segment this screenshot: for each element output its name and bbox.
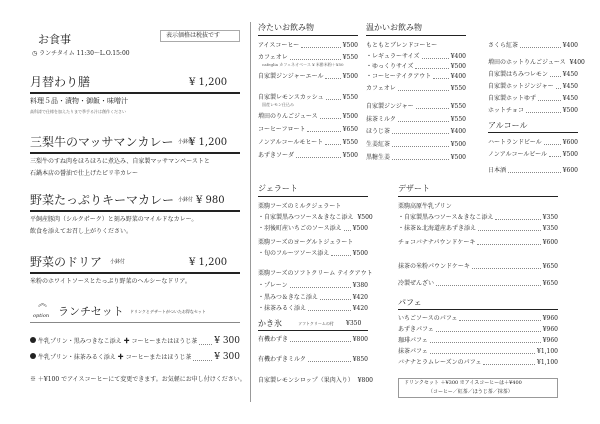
bullet-icon — [30, 337, 36, 343]
bullet-icon — [30, 353, 36, 359]
divider — [258, 330, 368, 331]
divider — [258, 35, 358, 36]
dish-desc: 三梨牛のすね肉をほろほろに煮込み、自家製マッサマンペーストと — [30, 158, 210, 165]
kakigori-note: ソフトクリームの付 — [298, 321, 334, 326]
dish-name: 三梨牛のマッサマンカレー — [30, 135, 174, 149]
clock-icon: ◷ — [32, 50, 40, 57]
dish-desc: 石鍋本店の醤油で仕上げたピリ辛カレー — [30, 170, 139, 177]
tax-note: 表示価格は税抜です — [166, 32, 221, 39]
list-item: 自家製ホットジンジャー ¥450 — [488, 83, 578, 90]
list-item: ・自家製黒みつソース＆きなこ添え ¥350 — [398, 214, 558, 221]
divider — [30, 92, 240, 94]
list-item: ・ゆっくりサイズ ¥500 — [366, 63, 466, 70]
list-item: チョコバナナパウンドケーキ ¥600 — [398, 239, 558, 246]
list-item: ハートランドビール ¥600 — [488, 139, 578, 146]
lunch-set-title: ランチセット — [58, 305, 124, 318]
item-note: 国産レモン仕込み — [262, 102, 294, 107]
lunch-time: ◷ ランチタイム 11:30～L.O.15:00 — [32, 50, 130, 57]
list-item: ・黒みつ＆きなこ添え ¥420 — [258, 294, 368, 301]
divider — [30, 272, 240, 274]
list-item: 自家製ジンジャー ¥550 — [366, 103, 466, 110]
list-item: 自家製ホットゆず ¥450 — [488, 95, 578, 102]
list-item: 増田のりんごジュース ¥500 — [258, 113, 358, 120]
list-item: もともとブレンドコーヒー — [366, 42, 438, 49]
list-item: ・コーヒーテイクアウト ¥400 — [366, 73, 466, 80]
list-item: あずきパフェ ¥960 — [398, 326, 558, 333]
list-item: ノンアルコールモヒート ¥550 — [258, 139, 358, 146]
list-item: バナナとラムレーズンのパフェ ¥1,100 — [398, 359, 558, 366]
dish-name: 月替わり膳 — [30, 75, 91, 89]
list-item: 黒糖生姜 ¥500 — [366, 154, 466, 161]
list-item: アイスコーヒー ¥500 — [258, 42, 358, 49]
dish-name: 野菜のドリア — [30, 255, 103, 269]
divider — [250, 22, 251, 402]
drink-set-text: （コーヒー／紅茶／ほうじ茶／抹茶） — [428, 389, 513, 395]
list-item: ・羽後町産いちごのソース添え ¥500 — [258, 225, 368, 232]
list-item: 有機わずき ¥800 — [258, 336, 368, 343]
list-item: コーヒーフロート ¥650 — [258, 126, 358, 133]
divider — [258, 196, 368, 197]
dish-desc: 飲食を添えてお召し上がりください。 — [30, 228, 133, 235]
dish-tag: 小鉢付 — [178, 197, 194, 203]
list-item: 栗駒フーズのミルクジェラート — [258, 203, 342, 210]
list-item: さくら紅茶 ¥400 — [488, 42, 578, 49]
divider — [398, 309, 558, 310]
list-item: ・旬のフルーツソース添え ¥500 — [258, 250, 368, 257]
list-item: ・自家製黒みつソース＆きなこ添え ¥500 — [258, 214, 373, 221]
dish-tag: 小鉢付 — [178, 139, 194, 145]
divider — [30, 152, 240, 154]
list-item: ノンアルコールビール ¥500 — [488, 151, 578, 158]
list-item: ・抹茶＆北海道産あずき添え ¥350 — [398, 225, 558, 232]
dish-desc: 高科漆で仕様を加えたりまで季手る汁は創作ください — [30, 109, 126, 114]
list-item: 冷製ぜんざい ¥650 — [398, 280, 558, 287]
item-note: cafeglia カフェネオベース ¥ 米酢米粉＋¥50 — [262, 62, 344, 67]
list-item: ・プレーン ¥380 — [258, 282, 368, 289]
list-item: 自家製ジンジャーエール ¥500 — [258, 73, 358, 80]
option-label: option — [33, 313, 50, 319]
list-item: 栗駒フーズのソフトクリーム テイクアウト — [258, 270, 373, 277]
list-item: 生姜紅茶 ¥500 — [366, 141, 466, 148]
dish-name: 野菜たっぷりキーマカレー — [30, 193, 175, 207]
dish-desc: 米粉のホワイトソースとたっぷり野菜のヘルシーなドリア。 — [30, 278, 191, 285]
dish-price: ¥ 1,200 — [189, 257, 228, 268]
divider — [30, 210, 240, 212]
list-item: 自家製レモンシロップ（果肉入り） ¥800 — [258, 377, 374, 384]
section-title: 温かいお飲み物 — [366, 23, 422, 32]
dish-desc: 料理５品・漬物・御飯・味噌汁 — [30, 97, 128, 105]
list-item: カフェオレ ¥550 — [258, 54, 358, 61]
divider — [30, 322, 240, 323]
lunch-set-note: ドリンクとデザートがついたお得なセット — [130, 309, 206, 314]
list-item: 抹茶の米粉パウンドケーキ ¥650 — [398, 263, 558, 270]
list-item: あずきソーダ ¥500 — [258, 152, 358, 159]
list-item: ほうじ茶 ¥400 — [366, 128, 466, 135]
page-title: お食事 — [38, 33, 71, 46]
list-item: 自家製はちみつレモン ¥450 — [488, 71, 578, 78]
list-item: 牛乳プリン・黒みつきなこ添え ✚ コーヒーまたはほうじ茶 ¥ 300 — [30, 337, 240, 346]
wave-icon: ︽ — [38, 299, 48, 309]
list-item: ・抹茶みるく添え ¥420 — [258, 305, 368, 312]
section-title: パフェ — [398, 298, 422, 307]
list-item: 抹茶ミルク ¥550 — [366, 116, 466, 123]
list-item: ホットチョコ ¥500 — [488, 107, 578, 114]
divider — [488, 132, 578, 133]
list-item: ・レギュラーサイズ ¥400 — [366, 53, 466, 60]
list-item: 栗駒フーズのヨーグルトジェラート — [258, 239, 354, 246]
dish-price: ¥ 1,200 — [189, 77, 228, 88]
section-title: アルコール — [488, 121, 528, 130]
list-item: 増田のホットりんごジュース ¥400 — [488, 59, 585, 66]
divider — [366, 35, 466, 36]
dish-tag: 小鉢付 — [110, 259, 126, 265]
list-item: 珈琲パフェ ¥960 — [398, 337, 558, 344]
section-title: デザート — [398, 184, 430, 193]
kakigori-note-price: ¥350 — [346, 320, 362, 327]
divider — [398, 196, 558, 197]
list-item: 日本酒 ¥600 — [488, 167, 578, 174]
list-item: 自家製レモンスカッシュ ¥550 — [258, 94, 358, 101]
section-title: かき氷 — [258, 319, 282, 328]
dish-price: ¥ 980 — [196, 195, 225, 206]
section-title: 冷たいお飲み物 — [258, 23, 314, 32]
list-item: 牛乳プリン・抹茶みるく添え ✚ コーヒーまたはほうじ茶 ¥ 300 — [30, 353, 240, 362]
dish-desc: 平飼産豚肉（シルクポーク）と刻み野菜のマイルドなカレー。 — [30, 216, 198, 223]
section-title: ジェラート — [258, 184, 298, 193]
list-item: いちごソースのパフェ ¥960 — [398, 315, 558, 322]
list-item: 抹茶パフェ ¥1,100 — [398, 348, 558, 355]
drink-set-text: ドリンクセット ＋¥300 ※アイスコーヒーは＋¥400 — [404, 380, 522, 386]
list-item: 栗駒高原牛乳プリン — [398, 203, 452, 210]
lunch-set-footer: ※ ＋¥100 でアイスコーヒーにて変更できます。お気軽にお申し付けください。 — [30, 376, 246, 383]
dish-price: ¥ 1,200 — [189, 137, 228, 148]
list-item: 有機わずきミルク ¥850 — [258, 356, 368, 363]
list-item: カフェオレ ¥550 — [366, 85, 466, 92]
